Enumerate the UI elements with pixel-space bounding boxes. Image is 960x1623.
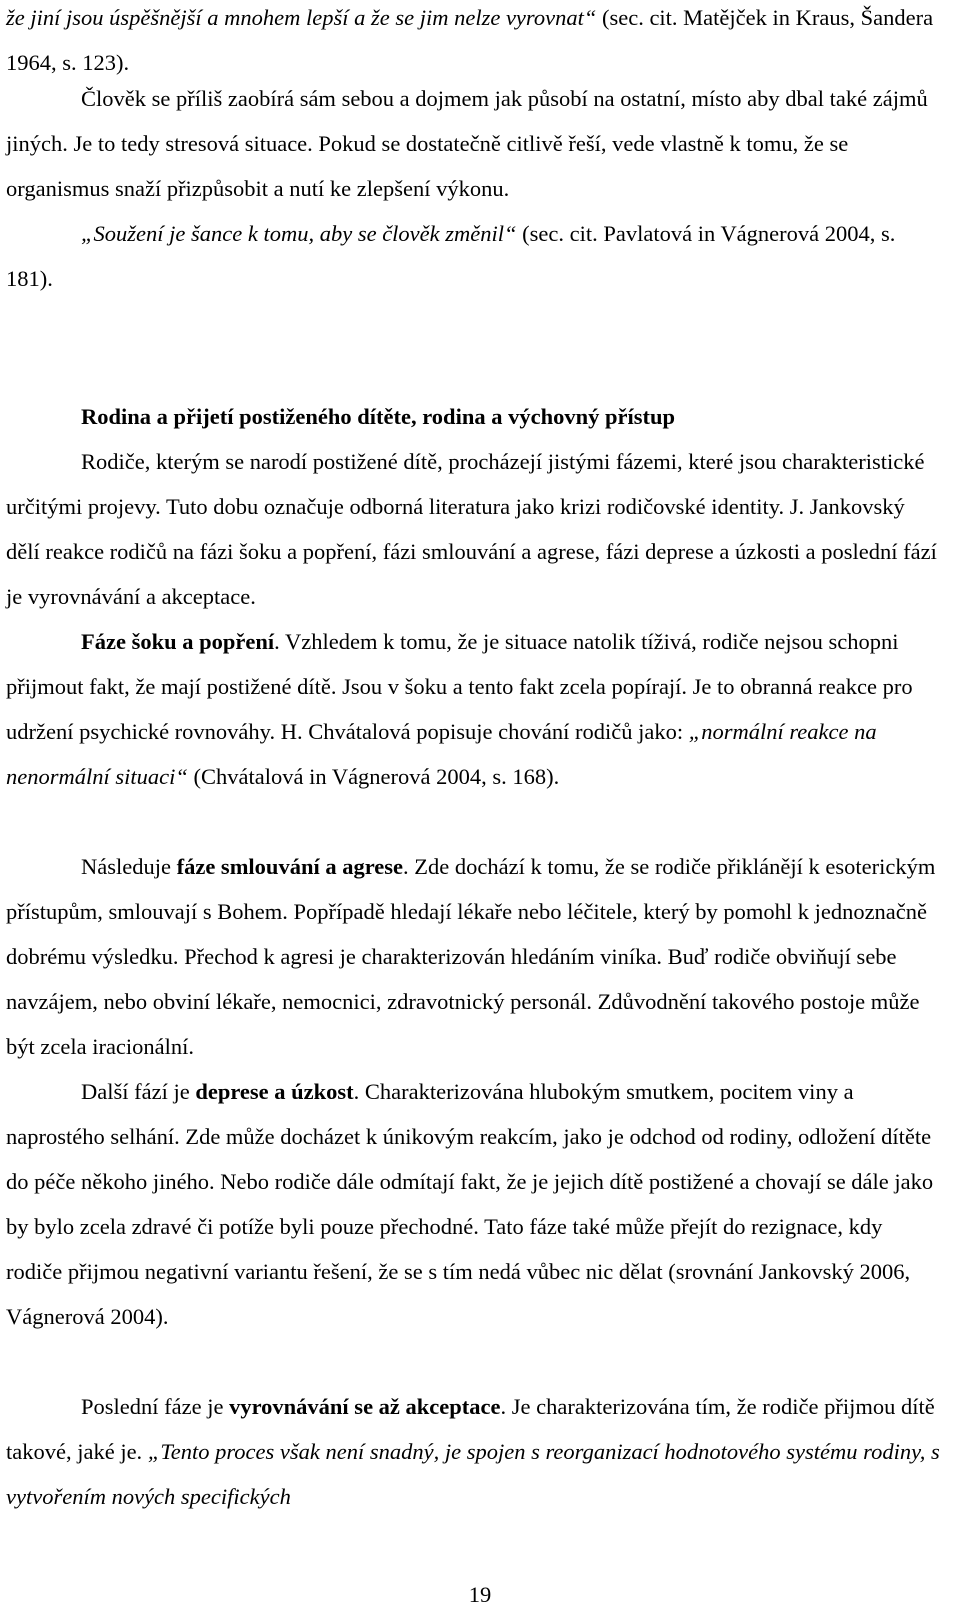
paragraph-continued	[6, 0, 944, 85]
bold-term: vyrovnávání se až akceptace	[229, 1394, 501, 1419]
quote-italic: že jiní jsou úspěšnější a mnohem lepší a že se jim nelze vyrovnat“	[6, 5, 597, 30]
citation-text: (sec. cit. Matějček in Kraus, Šandera 1964, s. 123).	[6, 5, 934, 75]
citation-text: (sec. cit. Pavlatová in Vágnerová 2004, s. 181).	[6, 221, 896, 291]
paragraph-bargaining-phase: Následuje fáze smlouvání a agrese. Zde dochází k tomu, že se rodiče přiklánějí k esoterickým přístupům, smlouvají s Bohem. Popřípadě hledají lékaře nebo léčitele, který by pomohl k jednoznačně dobrému výsledku. Přechod k agresi je charakterizován hledáním viníka. Buď rodiče obviňují sebe navzájem, nebo obviní lékaře, nemocnici, zdravotnický personál. Zdůvodnění takového postoje může být zcela iracionální.	[6, 854, 936, 1059]
paragraph-shock-phase: Fáze šoku a popření. Vzhledem k tomu, že je situace natolik tíživá, rodiče nejsou schopni přijmout fakt, že mají postižené dítě. Jsou v šoku a tento fakt zcela popírají. Je to obranná reakce pro udržení psychické rovnováhy. H. Chvátalová popisuje chování rodičů jako: „normální reakce na nenormální situaci“ (Chvátalová in Vágnerová 2004, s. 168).	[6, 629, 913, 789]
paragraph-depression-phase: Další fází je deprese a úzkost. Charakterizována hlubokým smutkem, pocitem viny a naprostého selhání. Zde může docházet k únikovým reakcím, jako je odchod od rodiny, odložení dítěte do péče někoho jiného. Nebo rodiče dále odmítají fakt, že je jejich dítě postižené a chovají se dále jako by bylo zcela zdravé či potíže byli pouze přechodné. Tato fáze také může přejít do rezignace, kdy rodiče přijmou negativní variantu řešení, že se s tím nedá vůbec nic dělat (srovnání Jankovský 2006, Vágnerová 2004).	[6, 1079, 934, 1329]
section-heading: Rodina a přijetí postiženého dítěte, rodina a výchovný přístup	[81, 404, 675, 429]
bold-term: deprese a úzkost	[195, 1079, 354, 1104]
bold-term: fáze smlouvání a agrese	[176, 854, 404, 879]
page-number: 19	[468, 1582, 492, 1607]
paragraph-quote	[6, 211, 944, 301]
paragraph-acceptance-phase: Poslední fáze je vyrovnávání se až akceptace. Je charakterizována tím, že rodiče přijmou dítě takové, jaké je. „Tento proces však není snadný, je spojen s reorganizací hodnotového systému rodiny, s vytvořením nových specifických	[6, 1394, 940, 1509]
quote-italic: „Tento proces však není snadný, je spojen s reorganizací hodnotového systému rodiny, s vytvořením nových specifických	[6, 1439, 940, 1509]
paragraph-stress: Člověk se příliš zaobírá sám sebou a dojmem jak působí na ostatní, místo aby dbal také zájmů jiných. Je to tedy stresová situace. Pokud se dostatečně citlivě řeší, vede vlastně k tomu, že se organismus snaží přizpůsobit a nutí ke zlepšení výkonu.	[6, 86, 928, 201]
quote-italic: „Soužení je šance k tomu, aby se člověk změnil“	[81, 221, 517, 246]
paragraph-intro: Rodiče, kterým se narodí postižené dítě, procházejí jistými fázemi, které jsou charakteristické určitými projevy. Tuto dobu označuje odborná literatura jako krizi rodičovské identity. J. Jankovský dělí reakce rodičů na fázi šoku a popření, fázi smlouvání a agrese, fázi deprese a úzkosti a poslední fází je vyrovnávání a akceptace.	[6, 449, 937, 609]
bold-term: Fáze šoku a popření	[81, 629, 275, 654]
quote-italic: „normální reakce na nenormální situaci“	[6, 719, 877, 789]
